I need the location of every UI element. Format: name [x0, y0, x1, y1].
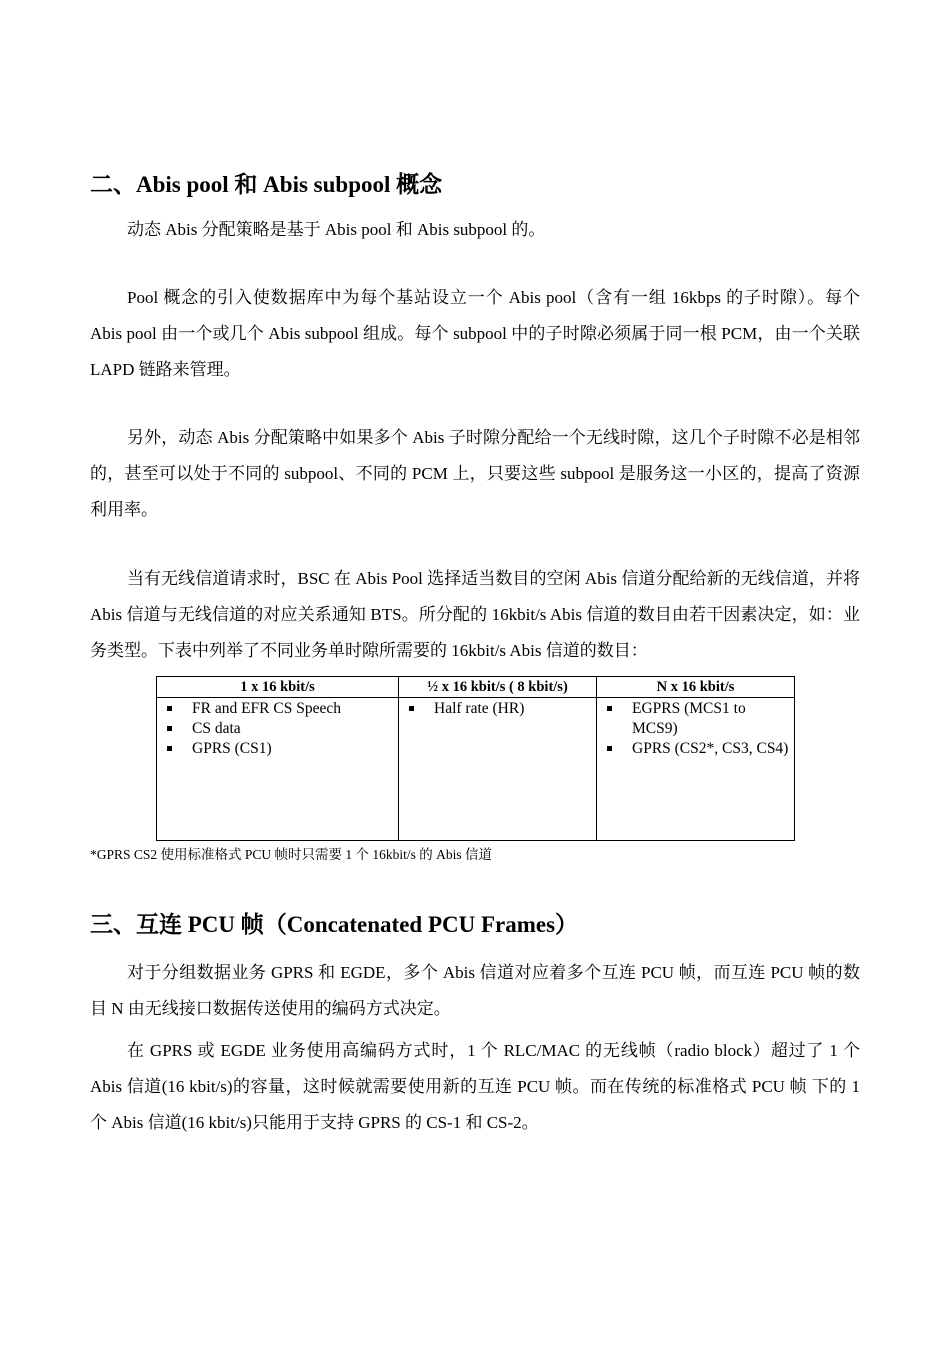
- list-item: [601, 739, 790, 759]
- table-footnote: *GPRS CS2 使用标准格式 PCU 帧时只需要 1 个 16kbit/s 的 Abis 信道: [90, 847, 493, 862]
- paragraph-subtimeslots: 另外，动态 Abis 分配策略中如果多个 Abis 子时隙分配给一个无线时隙，这几个子时隙不必是相邻的，甚至可以处于不同的 subpool、不同的 PCM 上，只要这些 subpool 是服务这一小区的，提高了资源利用率。: [90, 428, 860, 519]
- list-item-label: EGPRS (MCS1 to MCS9): [632, 700, 746, 737]
- bullet-icon: [409, 706, 414, 711]
- list-item-label: GPRS (CS2*, CS3, CS4): [632, 740, 789, 757]
- bullet-icon: [167, 706, 172, 711]
- list-item: [161, 699, 394, 719]
- list-item: [161, 719, 394, 739]
- table-cell-1x16: [157, 698, 399, 841]
- table-row: [157, 698, 795, 841]
- table-header-cell: N x 16 kbit/s: [597, 677, 795, 698]
- list-item: [601, 699, 790, 739]
- paragraph-intro: 动态 Abis 分配策略是基于 Abis pool 和 Abis subpool 的。: [127, 220, 546, 239]
- section-heading-abis-pool: 二、Abis pool 和 Abis subpool 概念: [90, 172, 443, 197]
- table-header-row: [157, 677, 795, 698]
- paragraph-pool-concept: Pool 概念的引入使数据库中为每个基站设立一个 Abis pool（含有一组 16kbps 的子时隙）。每个 Abis pool 由一个或几个 Abis subpool 组成。每个 subpool 中的子时隙必须属于同一根 PCM，由一个关联 LAPD 链路来管理。: [90, 288, 860, 379]
- bullet-icon: [607, 746, 612, 751]
- paragraph-high-coding: 在 GPRS 或 EGDE 业务使用高编码方式时，1 个 RLC/MAC 的无线帧（radio block）超过了 1 个 Abis 信道(16 kbit/s)的容量，这时候就需要使用新的互连 PCU 帧。而在传统的标准格式 PCU 帧 下的 1 个 Abis 信道(16 kbit/s)只能用于支持 GPRS 的 CS-1 和 CS-2。: [90, 1041, 860, 1132]
- list-item-label: FR and EFR CS Speech: [192, 700, 341, 717]
- list-item-label: GPRS (CS1): [192, 740, 272, 757]
- abis-channel-table: [156, 676, 795, 841]
- section-heading-pcu-frames: 三、互连 PCU 帧（Concatenated PCU Frames）: [90, 912, 579, 937]
- list-item: [403, 699, 592, 719]
- table-cell-half-16: [399, 698, 597, 841]
- paragraph-pcu-frames: 对于分组数据业务 GPRS 和 EGDE，多个 Abis 信道对应着多个互连 PCU 帧，而互连 PCU 帧的数目 N 由无线接口数据传送使用的编码方式决定。: [90, 963, 860, 1018]
- bullet-icon: [167, 726, 172, 731]
- table-header-cell: 1 x 16 kbit/s: [157, 677, 399, 698]
- list-item-label: CS data: [192, 720, 241, 737]
- paragraph-channel-allocation: 当有无线信道请求时，BSC 在 Abis Pool 选择适当数目的空闲 Abis 信道分配给新的无线信道，并将 Abis 信道与无线信道的对应关系通知 BTS。所分配的 16kbit/s Abis 信道的数目由若干因素决定，如：业务类型。下表中列举了不同业务单时隙所需要的 16kbit/s Abis 信道的数目：: [90, 569, 860, 660]
- table-cell-nx16: [597, 698, 795, 841]
- bullet-icon: [167, 746, 172, 751]
- list-item: [161, 739, 394, 759]
- bullet-icon: [607, 706, 612, 711]
- list-item-label: Half rate (HR): [434, 700, 525, 717]
- table-header-cell: ½ x 16 kbit/s ( 8 kbit/s): [399, 677, 597, 698]
